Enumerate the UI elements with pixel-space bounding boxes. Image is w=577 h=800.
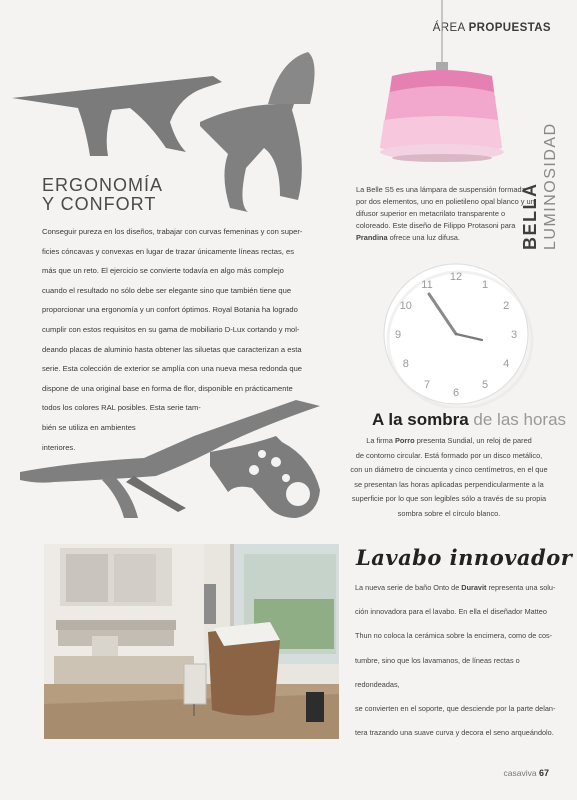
bella-caption-text: La Belle S5 es una lámpara de suspensión formada por dos elementos, uno en polietileno opal blanco y un difusor superior en metacrilato transparente o coloreado. Este diseño de Filippo Protasoni para	[356, 185, 535, 230]
bella-caption-end: ofrece una luz difusa.	[387, 233, 460, 242]
ergonomia-title-line2: Y CONFORT	[42, 194, 157, 214]
ergonomia-line: todos los colores RAL posibles. Esta serie tam-	[42, 403, 201, 413]
clock-numeral: 6	[452, 387, 460, 399]
ergonomia-line: dispone de una original base en forma de flor, disponible en prácticamente	[42, 383, 293, 393]
bathroom-photo-svg	[44, 544, 339, 739]
ergonomia-title-line1: ERGONOMÍA	[42, 175, 164, 195]
sombra-body	[338, 434, 560, 522]
lavabo-title: Lavabo innovador	[356, 545, 573, 570]
clock-numeral: 2	[503, 300, 510, 312]
section-name: PROPUESTAS	[468, 22, 551, 34]
lavabo-line: Thun no coloca la cerámica sobre la encimera, como de cos-	[355, 631, 553, 641]
sombra-line: sombra sobre el círculo blanco.	[397, 508, 501, 518]
bathroom-photo	[44, 544, 339, 739]
ergonomia-line: más que un reto. El ejercicio se convierte todavía en algo más complejo	[42, 266, 284, 276]
clock-face	[374, 260, 534, 408]
clock-numeral: 5	[481, 379, 489, 392]
sombra-line: superficie por lo que son legibles sólo a través de su propia	[351, 494, 547, 504]
ergonomia-line: Conseguir pureza en los diseños, trabajar con curvas femeninas y con super-	[42, 227, 303, 236]
lavabo-line: La nueva serie de baño Onto de Duravit representa una solu-	[355, 583, 556, 592]
pendant-lamp-image	[370, 0, 520, 180]
sombra-line: La firma Porro presenta Sundial, un reloj de pared	[366, 436, 532, 445]
section-area: ÁREA	[432, 22, 465, 34]
clock-numeral: 7	[423, 379, 431, 392]
ergonomia-line: serie. Esta colección de exterior se amplía con una nueva mesa redonda que	[42, 364, 303, 374]
ergonomia-line: cuando el resultado no sólo debe ser elegante sino que también tiene que	[42, 285, 292, 295]
clock-numeral: 9	[394, 329, 402, 341]
brand-name: Porro	[394, 436, 415, 445]
sombra-line: se presentan las horas aplicadas perpendicularmente a la	[354, 479, 544, 489]
page-number: 67	[538, 768, 549, 778]
sombra-title-light: de las horas	[473, 410, 567, 429]
clock-numeral: 10	[399, 300, 412, 312]
ergonomia-line: cumplir con estos requisitos en su gama de mobiliario D-Lux cortando y mol-	[42, 324, 300, 334]
clock-numeral: 1	[481, 278, 489, 291]
ergonomia-line: interiores.	[42, 442, 76, 452]
clock-numeral: 8	[402, 358, 409, 370]
lavabo-line: ción innovadora para el lavabo. En ella el diseñador Matteo	[355, 607, 547, 617]
clock-numeral: 3	[510, 329, 518, 341]
ergonomia-line: deando placas de aluminio hasta obtener las siluetas que caracterizan a esta	[42, 344, 302, 354]
ergonomia-line: proporcionar una ergonomía y un confort óptimos. Royal Botania ha logrado	[42, 305, 298, 315]
wall-clock-image	[374, 260, 534, 408]
lavabo-body	[355, 576, 565, 745]
sombra-line: de contorno circular. Está formado por un disco metálico,	[355, 450, 543, 460]
sombra-title-bold: A la sombra	[372, 410, 469, 429]
bella-title-light: LUMINOSIDAD	[542, 122, 559, 250]
brand-name: Duravit	[461, 583, 487, 592]
bella-caption	[356, 184, 536, 244]
bella-caption-brand: Prandina	[356, 233, 388, 242]
sombra-title	[372, 410, 566, 430]
lavabo-line: tumbre, sino que los lavamanos, de líneas rectas o redondeadas,	[355, 655, 520, 689]
ergonomia-line: bién se utiliza en ambientes	[42, 422, 136, 432]
bella-title-bold: BELLA	[520, 182, 540, 250]
chaise-longue-image	[14, 396, 334, 526]
ergonomia-title	[42, 176, 163, 214]
clock-numeral: 11	[421, 278, 433, 291]
ergonomia-line: ficies cóncavas y convexas en lugar de trazar únicamente líneas rectas, es	[42, 246, 294, 256]
clock-numeral: 4	[503, 358, 510, 370]
page-footer	[504, 768, 549, 778]
magazine-name: casaviva	[503, 768, 537, 778]
sombra-line: con un diámetro de cincuenta y cinco centímetros, en el que	[350, 465, 548, 475]
clock-numeral: 12	[449, 271, 463, 283]
lavabo-line: tera trazando una suave curva y decora el seno arqueándolo.	[355, 728, 554, 738]
lavabo-line: se convierten en el soporte, que desciende por la parte delan-	[355, 704, 556, 714]
